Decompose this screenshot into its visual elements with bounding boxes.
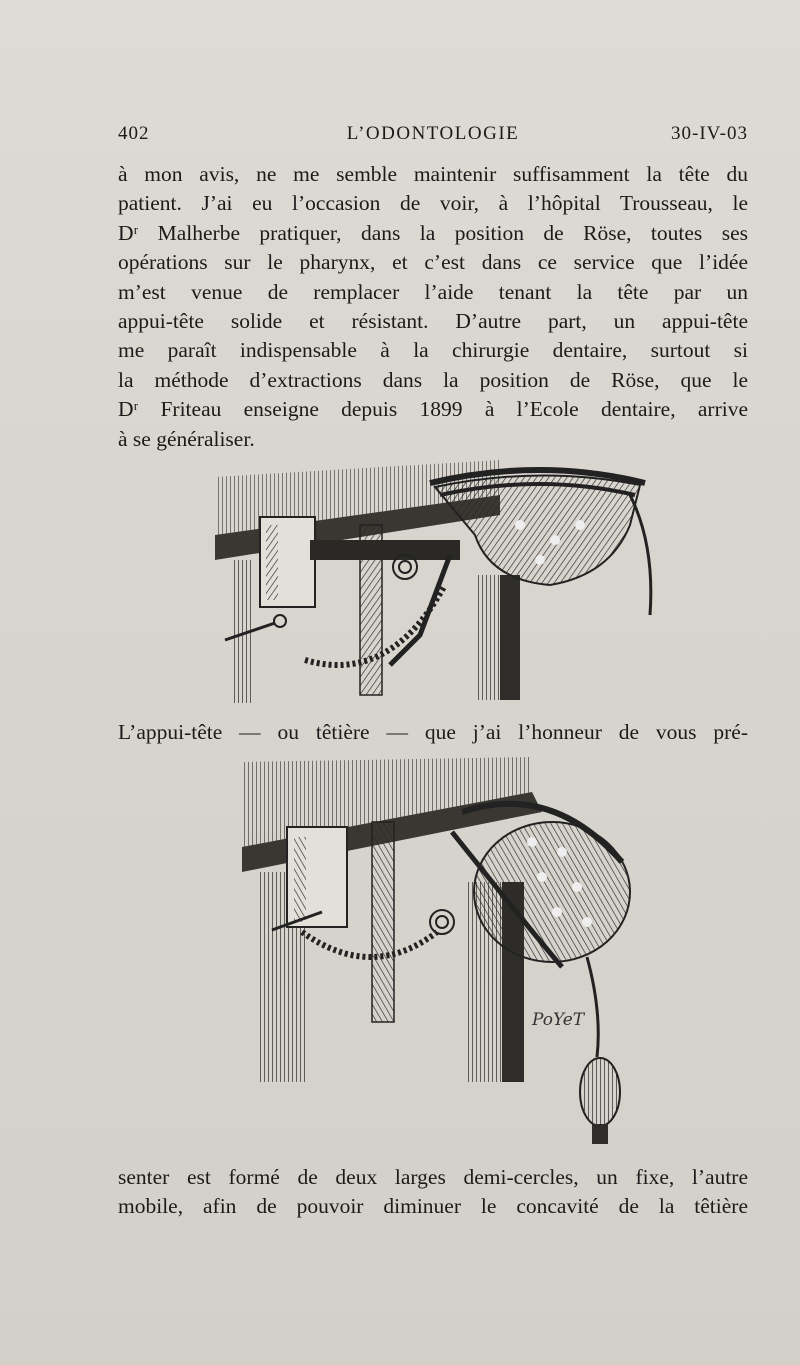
- text-line: me paraît indispensable à la chirurgie dentaire, surtout si: [118, 338, 748, 363]
- text-line: à se généraliser.: [118, 426, 255, 451]
- running-header: [118, 123, 748, 151]
- text-line: patient. J’ai eu l’occasion de voir, à l’hôpital Trousseau, le: [118, 191, 748, 216]
- text-line: la méthode d’extractions dans la position de Röse, que le: [118, 367, 748, 392]
- text-line: L’appui-tête — ou têtière — que j’ai l’honneur de vous pré-: [118, 720, 748, 744]
- journal-title: L’ODONTOLOGIE: [346, 123, 520, 144]
- engraver-signature: PoYeT: [532, 1010, 585, 1030]
- text-line: opérations sur le pharynx, et c’est dans ce service que l’idée: [118, 250, 748, 275]
- headrest-engraving-2: [232, 752, 632, 1150]
- text-line: m’est venue de remplacer l’aide tenant la tête par un: [118, 279, 748, 304]
- paragraph-3: [118, 1163, 748, 1222]
- paragraph-1: [118, 160, 748, 454]
- text-line: Dʳ Malherbe pratiquer, dans la position de Röse, toutes ses: [118, 220, 748, 245]
- text-line: à mon avis, ne me semble maintenir suffisamment la tête du: [118, 162, 748, 186]
- paragraph-2: [118, 718, 748, 747]
- headrest-engraving-1: [210, 455, 662, 703]
- issue-date: 30-IV-03: [671, 123, 748, 144]
- text-line: mobile, afin de pouvoir diminuer le concavité de la têtière: [118, 1194, 748, 1219]
- text-line: appui-tête solide et résistant. D’autre part, un appui-tête: [118, 309, 748, 334]
- text-line: Dʳ Friteau enseigne depuis 1899 à l’Ecole dentaire, arrive: [118, 397, 748, 422]
- page-number: 402: [118, 123, 150, 144]
- text-line: senter est formé de deux larges demi-cercles, un fixe, l’autre: [118, 1165, 748, 1189]
